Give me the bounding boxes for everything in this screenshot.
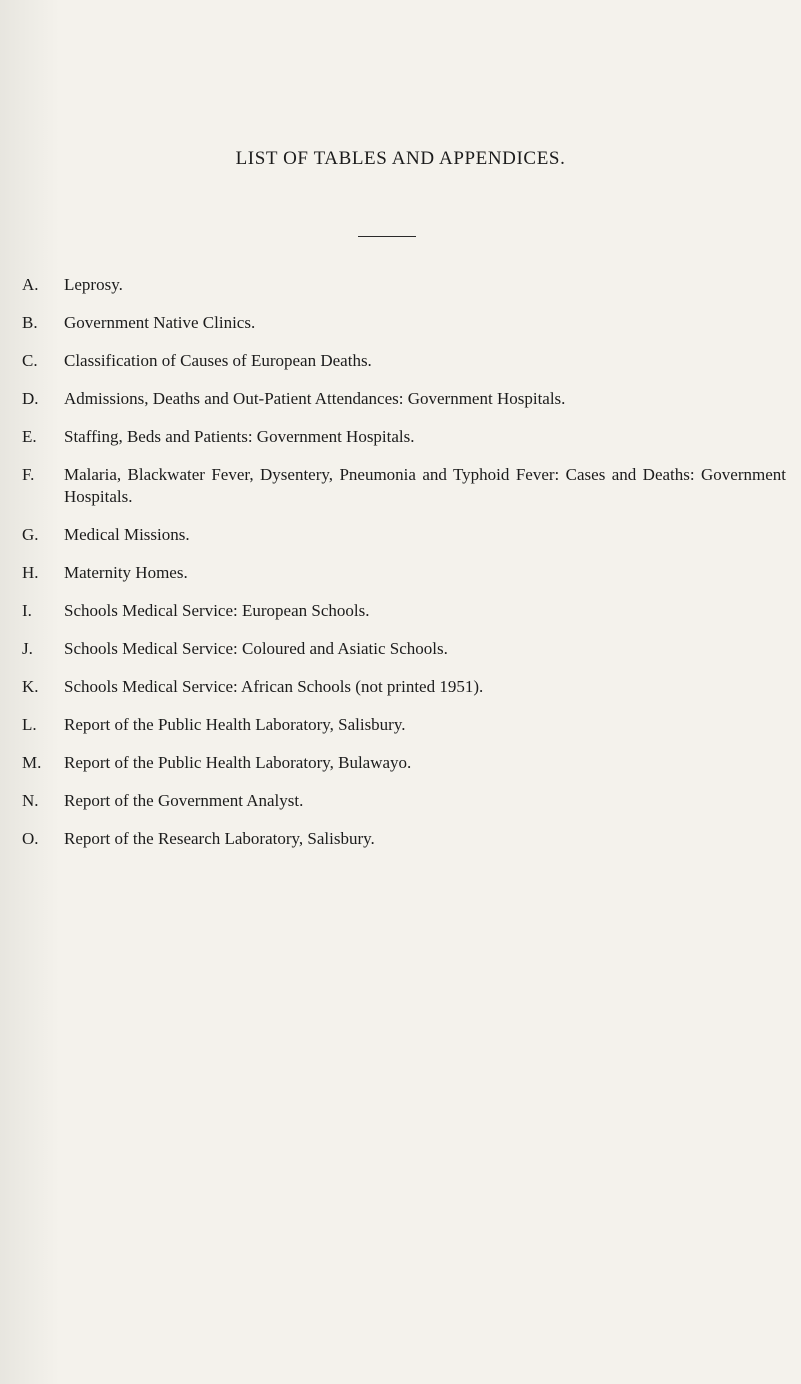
toc-item-text: Malaria, Blackwater Fever, Dysentery, Pneumonia and Typhoid Fever: Cases and Deaths: Government Hospitals. (64, 465, 786, 506)
toc-item-h (0, 562, 801, 584)
toc-item-text: Schools Medical Service: Coloured and Asiatic Schools. (64, 639, 448, 658)
toc-item-o (0, 828, 801, 850)
toc-item-text: Report of the Research Laboratory, Salisbury. (64, 829, 375, 848)
toc-item-text: Medical Missions. (64, 525, 190, 544)
toc-item-text: Maternity Homes. (64, 563, 188, 582)
toc-item-i (0, 600, 801, 622)
toc-item-text: Government Native Clinics. (64, 313, 256, 332)
toc-item-text: Schools Medical Service: African Schools (not printed 1951). (64, 677, 484, 696)
toc-item-j (0, 638, 801, 660)
toc-item-c (0, 350, 801, 372)
toc-item-letter: O. (22, 829, 39, 848)
toc-item-letter: F. (22, 465, 35, 484)
toc-item-e (0, 426, 801, 448)
title-divider (358, 236, 416, 237)
toc-item-letter: I. (22, 601, 32, 620)
toc-item-k (0, 676, 801, 698)
toc-list (0, 274, 801, 866)
toc-item-g (0, 524, 801, 546)
toc-item-a (0, 274, 801, 296)
toc-item-m (0, 752, 801, 774)
toc-item-d (0, 388, 801, 410)
toc-item-letter: G. (22, 525, 39, 544)
toc-item-letter: B. (22, 313, 38, 332)
toc-item-text: Admissions, Deaths and Out-Patient Attendances: Government Hospitals. (64, 389, 566, 408)
toc-item-letter: A. (22, 275, 39, 294)
toc-item-letter: E. (22, 427, 37, 446)
toc-item-text: Classification of Causes of European Deaths. (64, 351, 372, 370)
toc-item-text: Report of the Public Health Laboratory, Salisbury. (64, 715, 406, 734)
toc-item-l (0, 714, 801, 736)
toc-item-text: Schools Medical Service: European Schools. (64, 601, 370, 620)
toc-item-text: Leprosy. (64, 275, 123, 294)
toc-item-letter: M. (22, 753, 42, 772)
toc-item-f (0, 464, 801, 508)
toc-item-text: Report of the Government Analyst. (64, 791, 304, 810)
toc-item-b (0, 312, 801, 334)
toc-item-n (0, 790, 801, 812)
toc-item-text: Staffing, Beds and Patients: Government Hospitals. (64, 427, 415, 446)
page-title: LIST OF TABLES AND APPENDICES. (235, 148, 566, 169)
toc-item-letter: N. (22, 791, 39, 810)
toc-item-text: Report of the Public Health Laboratory, Bulawayo. (64, 753, 412, 772)
toc-item-letter: L. (22, 715, 37, 734)
toc-item-letter: H. (22, 563, 39, 582)
toc-item-letter: K. (22, 677, 39, 696)
toc-item-letter: C. (22, 351, 38, 370)
toc-item-letter: D. (22, 389, 39, 408)
toc-item-letter: J. (22, 639, 33, 658)
